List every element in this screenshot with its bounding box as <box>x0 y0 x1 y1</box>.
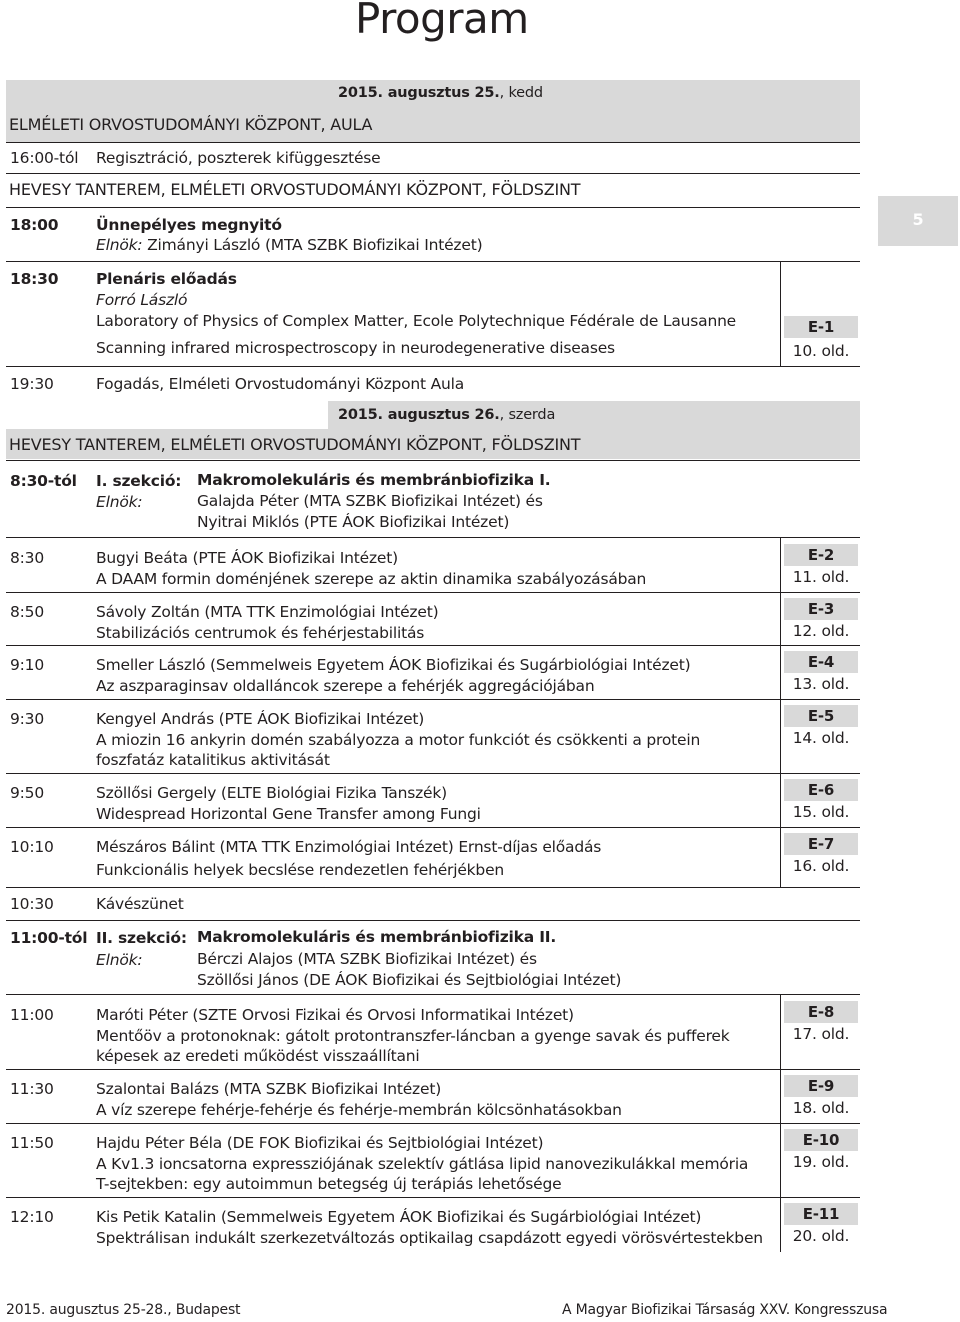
talk-speaker: Mészáros Bálint (MTA TTK Enzimológiai Intézet) Ernst-díjas előadás <box>96 838 602 856</box>
session1-chair2: Nyitrai Miklós (PTE ÁOK Biofizikai Intézet) <box>197 513 510 531</box>
divider <box>6 920 860 921</box>
divider <box>780 592 781 645</box>
abstract-code: E-4 <box>784 651 858 673</box>
talk-time: 8:50 <box>10 603 45 621</box>
opening-chair: Elnök: Zimányi László (MTA SZBK Biofizikai Intézet) <box>96 236 483 254</box>
divider <box>6 1123 860 1124</box>
talk-speaker: Bugyi Beáta (PTE ÁOK Biofizikai Intézet) <box>96 549 398 567</box>
abstract-page: 12. old. <box>792 622 850 640</box>
abstract-code: E-1 <box>784 316 858 338</box>
opening-time: 18:00 <box>10 216 59 234</box>
day2-date-bar: 2015. augusztus 26., szerda <box>328 401 860 429</box>
reception-time: 19:30 <box>10 375 54 393</box>
plenary-talk-title: Scanning infrared microspectroscopy in neurodegenerative diseases <box>96 339 615 357</box>
divider <box>6 887 860 888</box>
divider <box>6 261 860 262</box>
talk-title: A víz szerepe fehérje-fehérje és fehérje-membrán kölcsönhatásokban <box>96 1101 622 1119</box>
divider <box>6 537 860 538</box>
talk-title: Widespread Horizontal Gene Transfer among Fungi <box>96 805 481 823</box>
talk-time: 11:00 <box>10 1006 54 1024</box>
talk-title: Funkcionális helyek becslése rendezetlen fehérjékben <box>96 861 505 879</box>
abstract-page: 19. old. <box>792 1153 850 1171</box>
session1-chair-label: Elnök: <box>96 493 143 511</box>
plenary-speaker: Forró László <box>96 291 188 309</box>
talk-time: 11:50 <box>10 1134 54 1152</box>
abstract-page: 11. old. <box>792 568 850 586</box>
divider <box>6 207 860 208</box>
session1-title: Makromolekuláris és membránbiofizika I. <box>197 471 551 489</box>
talk-time: 12:10 <box>10 1208 54 1226</box>
abstract-code: E-10 <box>784 1129 858 1151</box>
session1-time: 8:30-tól <box>10 472 77 490</box>
divider <box>6 1069 860 1070</box>
divider <box>6 366 860 367</box>
session2-chair2: Szöllősi János (DE ÁOK Biofizikai és Sejtbiológiai Intézet) <box>197 971 622 989</box>
day2-venue: HEVESY TANTEREM, ELMÉLETI ORVOSTUDOMÁNYI KÖZPONT, FÖLDSZINT <box>6 429 860 459</box>
talk-title-cont: T-sejtekben: egy autoimmun betegség új terápiás lehetősége <box>96 1175 562 1193</box>
talk-speaker: Smeller László (Semmelweis Egyetem ÁOK Biofizikai és Sugárbiológiai Intézet) <box>96 656 691 674</box>
session1-chair1: Galajda Péter (MTA SZBK Biofizikai Intézet) és <box>197 492 543 510</box>
talk-speaker: Sávoly Zoltán (MTA TTK Enzimológiai Intézet) <box>96 603 439 621</box>
divider <box>780 1123 781 1197</box>
footer-left: 2015. augusztus 25-28., Budapest <box>6 1302 241 1318</box>
abstract-code: E-6 <box>784 779 858 801</box>
talk-speaker: Szalontai Balázs (MTA SZBK Biofizikai Intézet) <box>96 1080 442 1098</box>
talk-speaker: Szöllősi Gergely (ELTE Biológiai Fizika Tanszék) <box>96 784 447 802</box>
divider <box>6 592 860 593</box>
divider <box>6 827 860 828</box>
divider <box>780 1197 781 1252</box>
abstract-code: E-8 <box>784 1001 858 1023</box>
talk-time: 9:50 <box>10 784 45 802</box>
divider <box>6 773 860 774</box>
footer-right: A Magyar Biofizikai Társaság XXV. Kongresszusa <box>562 1302 888 1318</box>
session2-title: Makromolekuláris és membránbiofizika II. <box>197 928 557 946</box>
divider <box>6 460 860 461</box>
talk-title: Mentőöv a protonoknak: gátolt protontranszfer-láncban a gyenge savak és pufferek <box>96 1027 730 1045</box>
day1-venue2: HEVESY TANTEREM, ELMÉLETI ORVOSTUDOMÁNYI KÖZPONT, FÖLDSZINT <box>9 180 581 199</box>
plenary-title: Plenáris előadás <box>96 270 237 288</box>
divider <box>6 173 860 174</box>
talk-speaker: Kis Petik Katalin (Semmelweis Egyetem ÁOK Biofizikai és Sugárbiológiai Intézet) <box>96 1208 702 1226</box>
divider <box>6 1197 860 1198</box>
divider <box>6 699 860 700</box>
divider <box>780 645 781 699</box>
talk-speaker: Hajdu Péter Béla (DE FOK Biofizikai és Sejtbiológiai Intézet) <box>96 1134 544 1152</box>
divider <box>6 994 860 995</box>
talk-time: 9:10 <box>10 656 45 674</box>
side-page-number: 5 <box>878 196 958 246</box>
abstract-page: 18. old. <box>792 1099 850 1117</box>
reg-time: 16:00-tól <box>10 149 79 167</box>
talk-title-cont: képesek az eredeti működést visszaállítani <box>96 1047 420 1065</box>
session2-chair1: Bérczi Alajos (MTA SZBK Biofizikai Intézet) és <box>197 950 537 968</box>
talk-time: 11:30 <box>10 1080 54 1098</box>
abstract-code: E-7 <box>784 833 858 855</box>
abstract-page: 17. old. <box>792 1025 850 1043</box>
talk-title: A Kv1.3 ioncsatorna expressziójának szelektív gátlása lipid nanovezikulákkal memória <box>96 1155 749 1173</box>
plenary-affiliation: Laboratory of Physics of Complex Matter, Ecole Polytechnique Fédérale de Lausanne <box>96 312 737 330</box>
page-title: Program <box>355 0 529 43</box>
talk-title: Spektrálisan indukált szerkezetváltozás optikailag csapdázott egyedi vörösvértestekben <box>96 1229 763 1247</box>
talk-speaker: Kengyel András (PTE ÁOK Biofizikai Intézet) <box>96 710 425 728</box>
divider <box>780 995 781 1069</box>
session1-label: I. szekció: <box>96 472 182 490</box>
break-time: 10:30 <box>10 895 54 913</box>
talk-speaker: Maróti Péter (SZTE Orvosi Fizikai és Orvosi Informatikai Intézet) <box>96 1006 574 1024</box>
abstract-code: E-5 <box>784 705 858 727</box>
abstract-page: 20. old. <box>792 1227 850 1245</box>
divider <box>780 262 781 366</box>
talk-title: A miozin 16 ankyrin domén szabályozza a motor funkciót és csökkenti a protein <box>96 731 701 749</box>
day1-date: 2015. augusztus 25., kedd <box>338 85 543 101</box>
abstract-code: E-11 <box>784 1203 858 1225</box>
talk-time: 9:30 <box>10 710 45 728</box>
session2-label: II. szekció: <box>96 929 187 947</box>
talk-title-cont: foszfatáz katalitikus aktivitását <box>96 751 330 769</box>
abstract-code: E-2 <box>784 544 858 566</box>
session2-time: 11:00-tól <box>10 929 88 947</box>
divider <box>780 1069 781 1123</box>
divider <box>780 699 781 773</box>
reception-text: Fogadás, Elméleti Orvostudományi Központ Aula <box>96 375 465 393</box>
plenary-time: 18:30 <box>10 270 59 288</box>
talk-time: 10:10 <box>10 838 54 856</box>
day1-venue1: ELMÉLETI ORVOSTUDOMÁNYI KÖZPONT, AULA <box>9 115 373 134</box>
abstract-code: E-9 <box>784 1075 858 1097</box>
divider <box>780 773 781 827</box>
reg-text: Regisztráció, poszterek kifüggesztése <box>96 149 381 167</box>
talk-time: 8:30 <box>10 549 45 567</box>
abstract-page: 14. old. <box>792 729 850 747</box>
talk-title: Az aszparaginsav oldalláncok szerepe a fehérjék aggregációjában <box>96 677 595 695</box>
talk-title: Stabilizációs centrumok és fehérjestabilitás <box>96 624 425 642</box>
abstract-page: 15. old. <box>792 803 850 821</box>
abstract-page: 10. old. <box>792 342 850 360</box>
session2-chair-label: Elnök: <box>96 951 143 969</box>
opening-title: Ünnepélyes megnyitó <box>96 216 282 234</box>
divider <box>780 538 781 592</box>
abstract-page: 13. old. <box>792 675 850 693</box>
divider <box>6 142 860 143</box>
divider <box>6 645 860 646</box>
abstract-code: E-3 <box>784 598 858 620</box>
break-text: Kávészünet <box>96 895 184 913</box>
abstract-page: 16. old. <box>792 857 850 875</box>
talk-title: A DAAM formin doménjének szerepe az aktin dinamika szabályozásában <box>96 570 647 588</box>
divider <box>780 827 781 887</box>
